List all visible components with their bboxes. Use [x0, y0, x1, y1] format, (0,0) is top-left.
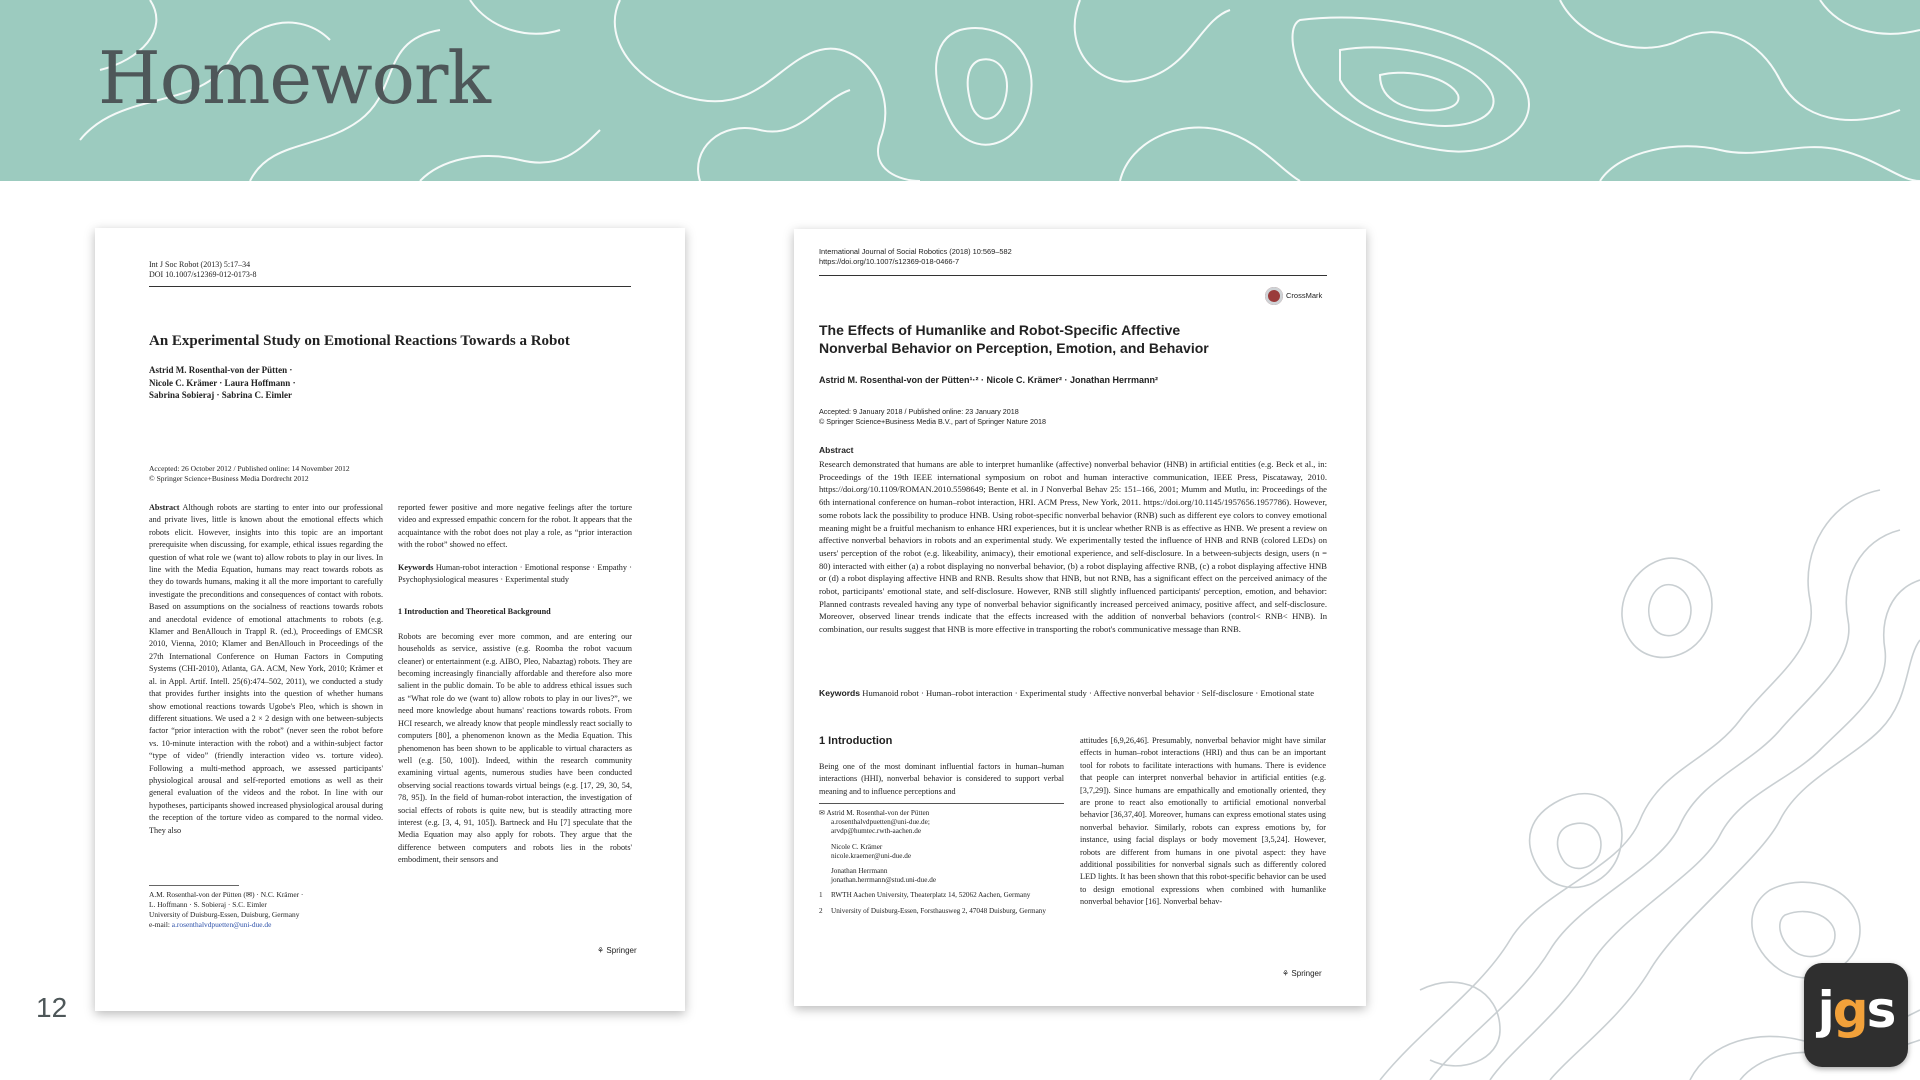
paper-1-footnote: [149, 890, 383, 930]
paper-1-abstract-text: Although robots are starting to enter into our professional and private lives, little is known about the emotional effects which robots elicit. However, insights into this topic are an important prerequisite when discussing, for example, ethical issues regarding the question of what role we (want to) allow robots to play in our lives. In line with the Media Equation, humans may react towards robots as they do towards humans, making it all the more important to carefully investigate the preconditions and consequences of contact with robots. Based on assumptions on the socialness of reactions towards robots and anecdotal evidence of emotional attachments to robots (e.g. Klamer and BenAllouch in Trappl R. (ed.), Proceedings of EMCSR 2010, Vienna, 2010; Klamer and BenAllouch in Proceedings of the 27th International Conference on Human Factors in Computing Systems (CHI-2010), Atlanta, GA. ACM, New York, 2010; Krämer et al. in Appl. Artif. Intell. 25(6):474–502, 2011), we conducted a study that provides further insights into the question of whether humans show emotional reactions towards Ugobe's Pleo, which is shown in different situations. We used a 2 × 2 design with one between-subjects factor “prior interaction with the robot” (never seen the robot before vs. 10-minute interaction with the robot) and a within-subject factor “type of video” (friendly interaction video vs. torture video). Following a multi-method approach, we assessed participants' physiological arousal and self-reported emotions as well as their general evaluation of the videos and the robot. In line with our hypotheses, participants showed increased physiological arousal during the reception of the torture video as compared to the normal video. They also: [149, 503, 383, 835]
paper-1-publisher-logo: ⚘ Springer: [597, 946, 637, 955]
logo-letter-g: g: [1832, 981, 1867, 1039]
paper-1-abstract-continued: reported fewer positive and more negative feelings after the torture video and expressed empathic concern for the robot. It appears that the acquaintance with the robot does not play a role, as “prior interaction with the robot” showed no effect.: [398, 503, 632, 550]
paper-1-abstract-label: Abstract: [149, 503, 180, 512]
crossmark-badge[interactable]: [1265, 287, 1322, 305]
paper-1-section-text: Robots are becoming ever more common, and are entering our households as service, assistive (e.g. Roomba the robot vacuum cleaner) or entertainment (e.g. AIBO, Pleo, Nabaztag) robots. They are becoming increasingly financially affordable and therefore also more salient in the public domain. To be able to address ethical issues such as “What role do we (want to) allow robots to play in our lives?”, we need more knowledge about humans' reactions towards robots. From HCI research, we already know that people mindlessly react socially to computers [80], a phenomenon known as the Media Equation. This phenomenon has been shown to be applicable to virtual characters as well (e.g. [50, 100]). Indeed, within the research community examining virtual agents, numerous studies have been conducted observing social reactions towards virtual beings (e.g. [17, 29, 30, 54, 78, 95]). In the field of human-robot interaction, the investigation of social effects of robots is quite new, but is steadily attracting more interest (e.g. [3, 4, 91, 105]). Bartneck and Hu [7] speculate that the Media Equation may also apply for robots. They argue that the difference between computers and robots lies in the robots' embodiment, their sensors and: [398, 631, 632, 865]
paper-1-footnote-line: L. Hoffmann · S. Sobieraj · S.C. Eimler: [149, 900, 267, 909]
paper-1-page: [95, 228, 685, 1011]
paper-2-foot-author-name: Astrid M. Rosenthal-von der Pütten: [826, 809, 930, 817]
paper-2-publisher-logo: ⚘ Springer: [1282, 969, 1322, 978]
paper-2-doi-line: https://doi.org/10.1007/s12369-018-0466-7: [819, 257, 960, 266]
paper-1-authors-line: Nicole C. Krämer · Laura Hoffmann ·: [149, 377, 296, 388]
paper-1-authors: [149, 364, 409, 402]
paper-2-title: The Effects of Humanlike and Robot-Specific Affective Nonverbal Behavior on Perception, Emotion, and Behavior: [819, 322, 1209, 356]
paper-2-accepted-info: [819, 407, 1046, 426]
paper-2-journal-line: International Journal of Social Robotics (2018) 10:569–582: [819, 247, 1012, 256]
paper-1-journal-line: Int J Soc Robot (2013) 5:17–34: [149, 260, 251, 269]
paper-2-keywords-label: Keywords: [819, 688, 861, 698]
paper-1-accepted-line: Accepted: 26 October 2012 / Published online: 14 November 2012: [149, 464, 350, 473]
paper-1-email-link[interactable]: a.rosenthalvdpuetten@uni-due.de: [171, 920, 272, 929]
paper-1-authors-line: Sabrina Sobieraj · Sabrina C. Eimler: [149, 390, 293, 400]
paper-2-authors: Astrid M. Rosenthal-von der Pütten¹·² · Nicole C. Krämer² · Jonathan Herrmann²: [819, 375, 1159, 385]
paper-2-keywords: [819, 687, 1327, 700]
paper-2-foot-author-name: Nicole C. Krämer: [831, 842, 883, 851]
crossmark-icon: [1265, 287, 1283, 305]
paper-1-title: An Experimental Study on Emotional Reactions Towards a Robot: [149, 333, 570, 349]
paper-1-copyright-line: © Springer Science+Business Media Dordrecht 2012: [149, 473, 309, 483]
paper-1-section-heading: 1 Introduction and Theoretical Background: [398, 607, 551, 617]
paper-1-accepted-info: [149, 464, 350, 483]
paper-2-accepted-line: Accepted: 9 January 2018 / Published online: 23 January 2018: [819, 407, 1019, 416]
paper-1-footnote-line: A.M. Rosenthal-von der Pütten (✉) · N.C. Krämer ·: [149, 890, 304, 899]
paper-2-publisher-name: Springer: [1291, 969, 1322, 978]
paper-1-keywords-text: Human-robot interaction · Emotional response · Empathy · Psychophysiological measures · Experimental study: [398, 562, 633, 585]
paper-1-header-rule: [149, 286, 631, 287]
paper-2-intro-heading: 1 Introduction: [819, 735, 893, 747]
paper-1-doi-line: DOI 10.1007/s12369-012-0173-8: [149, 270, 257, 279]
logo-letter-j: j: [1817, 981, 1833, 1039]
paper-2-affiliation: University of Duisburg-Essen, Forsthausweg 2, 47048 Duisburg, Germany: [831, 906, 1046, 915]
paper-1-journal-info: [149, 260, 257, 280]
paper-1-right-column: [398, 502, 632, 867]
slide-number: 12: [36, 992, 68, 1023]
paper-2-affiliation: RWTH Aachen University, Theaterplatz 14, 52062 Aachen, Germany: [831, 891, 1031, 900]
paper-1-footnote-line: University of Duisburg-Essen, Duisburg, Germany: [149, 910, 300, 919]
paper-1-keywords-label: Keywords: [398, 562, 434, 572]
paper-2-copyright-line: © Springer Science+Business Media B.V., part of Springer Nature 2018: [819, 416, 1046, 426]
paper-1-email-label: e-mail:: [149, 920, 170, 929]
paper-2-foot-email: jonathan.herrmann@stud.uni-due.de: [831, 876, 937, 885]
paper-2-header-rule: [819, 275, 1327, 276]
paper-2-foot-email: a.rosenthalvdpuetten@uni-due.de;: [831, 818, 930, 827]
paper-2-footnote-rule: [819, 803, 1064, 804]
jgs-logo: [1804, 963, 1908, 1067]
paper-1-keywords: [398, 562, 632, 587]
crossmark-label: CrossMark: [1286, 290, 1323, 300]
paper-2-footnote: ✉ Astrid M. Rosenthal-von der Pütten a.rosenthalvdpuetten@uni-due.de; arvdp@humtec.rwth-aachen.de Nicole C. Krämer nicole.kraemer@uni-due.de Jonathan Herrmann jonathan.herrmann@stud.uni-due.de 1 RWTH Aachen University, Theaterplatz 14, 52062 Aachen, Germany 2 University of Duisburg-Essen, Forsthausweg 2, 47048 Duisburg, Germany: [819, 809, 1064, 916]
logo-letter-s: s: [1866, 981, 1895, 1039]
paper-2-abstract-text: Research demonstrated that humans are able to interpret humanlike (affective) nonverbal behavior (HNB) in artificial entities (e.g. Beck et al., in: Proceedings of the 19th IEEE international symposium on robot and human interactive communication, IEEE Press, Piscataway, 2010. https://doi.org/10.1109/ROMAN.2010.5598649; Bente et al. in J Nonverbal Behav 25: 151–166, 2001; Mumm and Mutlu, in: Proceedings of the 6th international conference on human–robot interaction, HRI. ACM Press, New York, 2011. https://doi.org/10.1145/1957656.1957786). However, some robots lack the possibility to produce HNB. Using robot-specific nonverbal behavior (RNB) such as different eye colors to convey emotional meaning might be a fruitful mechanism to enhance HRI experiences, but it is unclear whether RNB is as effective as HNB. We present a review on affective nonverbal behaviors in robots and an experimental study. We experimentally tested the influence of HNB and RNB (colored LEDs) on users' perception of the robot (e.g. likeability, animacy), their emotional experience, and self-disclosure. In a between-subjects design, users (n = 80) interacted with either (a) a robot displaying no nonverbal behavior, (b) a robot displaying affective RNB, (c) a robot displaying affective HNB or (d) a robot displaying affective HNB and RNB. Results show that HNB, but not RNB, has a significant effect on the perceived animacy of the robot, participants' emotional state, and self-disclosure. However, RNB still slightly influenced participants' perception, emotion, and behavior: Planned contrasts revealed having any type of nonverbal behavior significantly increased perceived animacy, positive affect, and self-disclosure. Moreover, observed linear trends indicate that the effects increased with the addition of nonverbal behaviors (control< RNB< HNB). In combination, our results suggest that HNB is more effective in transporting the robot's communicative message than RNB.: [819, 459, 1327, 635]
paper-2-intro-right: attitudes [6,9,26,46]. Presumably, nonverbal behavior might have similar effects in human–robot interactions (HRI) and thus can be an important tool for robots to facilitate interactions with humans. There is evidence that people can interpret nonverbal behavior in artificial entities (e.g. [3,7,29]). Since humans are empathically and emotionally oriented, they are prone to react also emotionally to artificial emotional nonverbal behavior [36,37,40]. Moreover, humans can express emotional states using nonverbal behavior. Similarly, robots can express emotions by, for instance, using facial displays or body movement [3,5,24]. However, robots are different from humans in one pivotal aspect: they have additional possibilities for nonverbal signals such as differently colored LED lights. It has been shown that this robot-specific behavior can be used to design emotional expressions when combined with humanlike nonverbal behavior [16]. Nonverbal behav-: [1080, 736, 1326, 907]
paper-2-foot-email: arvdp@humtec.rwth-aachen.de: [831, 827, 922, 836]
paper-2-foot-email: nicole.kraemer@uni-due.de: [831, 851, 912, 860]
paper-2-journal-info: [819, 247, 1012, 267]
paper-2-intro-left: Being one of the most dominant influential factors in human–human interactions (HHI), nonverbal behavior is considered to support verbal meaning and to influence perceptions and: [819, 762, 1064, 796]
paper-1-authors-line: Astrid M. Rosenthal-von der Pütten ·: [149, 365, 293, 375]
paper-1-footnote-rule: [149, 885, 239, 886]
paper-2-keywords-text: Humanoid robot · Human–robot interaction · Experimental study · Affective nonverbal behavior · Self-disclosure · Emotional state: [862, 688, 1315, 698]
paper-1-left-column: [149, 502, 383, 837]
paper-2-page: [794, 229, 1366, 1006]
paper-2-abstract-heading: Abstract: [819, 445, 854, 455]
paper-2-foot-author-name: Jonathan Herrmann: [831, 867, 888, 876]
slide-title: Homework: [98, 36, 491, 120]
paper-1-publisher-name: Springer: [606, 946, 637, 955]
